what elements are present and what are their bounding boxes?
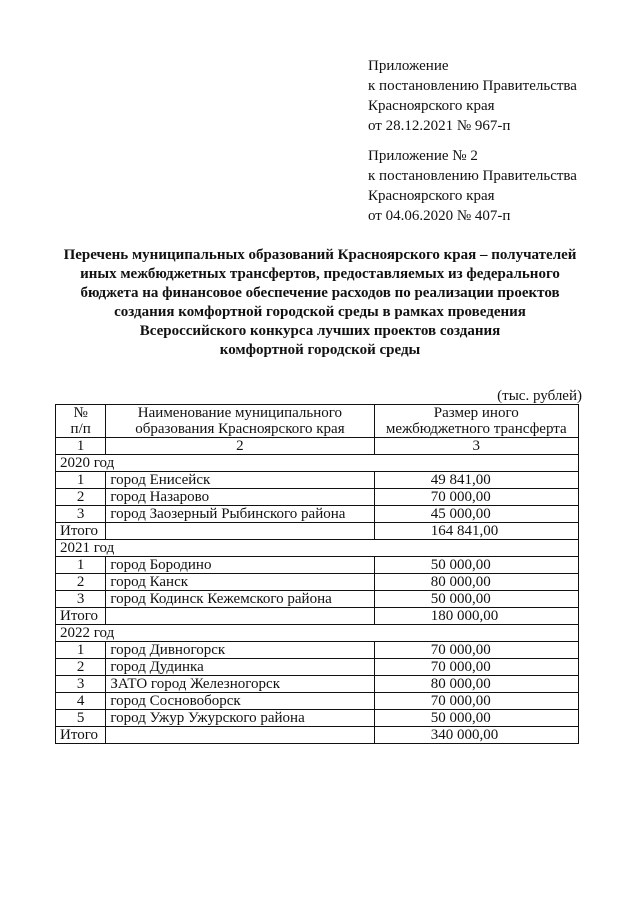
table-row — [56, 574, 579, 591]
amount-cell — [374, 574, 578, 591]
municipality-name: город Дудинка — [106, 659, 374, 676]
municipality-name: город Кодинск Кежемского района — [106, 591, 374, 608]
total-amount: 180 000,00 — [430, 608, 499, 624]
year-row — [56, 540, 579, 557]
total-empty — [106, 523, 374, 540]
amount-value: 80 000,00 — [430, 574, 491, 590]
amount-cell — [374, 557, 578, 574]
annex-line: от 04.06.2020 № 407-п — [368, 208, 511, 224]
header-amount-line1: Размер иного — [433, 405, 519, 421]
row-number: 3 — [56, 676, 106, 693]
municipality-name: город Ужур Ужурского района — [106, 710, 374, 727]
municipality-name: город Назарово — [106, 489, 374, 506]
year-label: 2020 год — [56, 455, 579, 472]
units-label: (тыс. рублей) — [497, 388, 582, 404]
annex-line: к постановлению Правительства — [368, 78, 577, 94]
column-number: 3 — [374, 438, 578, 455]
row-number: 3 — [56, 591, 106, 608]
year-row — [56, 455, 579, 472]
header-name — [106, 405, 374, 438]
amount-value: 70 000,00 — [430, 489, 491, 505]
table-row — [56, 676, 579, 693]
total-label: Итого — [56, 727, 106, 744]
total-empty — [106, 608, 374, 625]
amount-cell — [374, 472, 578, 489]
row-number: 2 — [56, 489, 106, 506]
row-number: 4 — [56, 693, 106, 710]
amount-cell — [374, 591, 578, 608]
column-number: 1 — [56, 438, 106, 455]
table-header-row — [56, 405, 579, 438]
amount-value: 70 000,00 — [430, 642, 491, 658]
amount-cell — [374, 506, 578, 523]
total-row — [56, 727, 579, 744]
row-number: 1 — [56, 642, 106, 659]
amount-cell — [374, 710, 578, 727]
column-number-row — [56, 438, 579, 455]
row-number: 3 — [56, 506, 106, 523]
amount-value: 49 841,00 — [430, 472, 491, 488]
annex-line: Красноярского края — [368, 98, 495, 114]
row-number: 1 — [56, 472, 106, 489]
municipality-name: город Бородино — [106, 557, 374, 574]
municipality-name: ЗАТО город Железногорск — [106, 676, 374, 693]
row-number: 2 — [56, 659, 106, 676]
header-amount — [374, 405, 578, 438]
header-amount-line2: межбюджетного трансферта — [385, 421, 567, 437]
municipality-name: город Дивногорск — [106, 642, 374, 659]
annex-original-header — [368, 146, 577, 226]
municipality-name: город Сосновоборск — [106, 693, 374, 710]
municipality-name: город Енисейск — [106, 472, 374, 489]
total-amount: 164 841,00 — [430, 523, 499, 539]
annex-line: Приложение № 2 — [368, 148, 478, 164]
table-row — [56, 710, 579, 727]
municipality-name: город Заозерный Рыбинского района — [106, 506, 374, 523]
table-row — [56, 659, 579, 676]
amount-value: 50 000,00 — [430, 557, 491, 573]
table-row — [56, 557, 579, 574]
header-name-line1: Наименование муниципального — [137, 405, 343, 421]
table-row — [56, 489, 579, 506]
row-number: 2 — [56, 574, 106, 591]
total-empty — [106, 727, 374, 744]
title-line: создания комфортной городской среды в рамках проведения — [114, 304, 526, 320]
amount-value: 50 000,00 — [430, 710, 491, 726]
title-line: бюджета на финансовое обеспечение расходов по реализации проектов — [80, 285, 560, 301]
total-amount-cell — [374, 523, 578, 540]
year-row — [56, 625, 579, 642]
recipients-table — [55, 404, 579, 744]
amount-value: 45 000,00 — [430, 506, 491, 522]
table-row — [56, 642, 579, 659]
amount-cell — [374, 642, 578, 659]
title-line: комфортной городской среды — [219, 342, 421, 358]
title-line: Перечень муниципальных образований Красноярского края – получателей — [63, 247, 577, 263]
annex-line: Приложение — [368, 58, 449, 74]
annex-line: к постановлению Правительства — [368, 168, 577, 184]
annex-line: Красноярского края — [368, 188, 495, 204]
amount-cell — [374, 659, 578, 676]
total-label: Итого — [56, 608, 106, 625]
total-row — [56, 523, 579, 540]
annex-current-header — [368, 56, 577, 136]
row-number: 5 — [56, 710, 106, 727]
title-line: иных межбюджетных трансфертов, предоставляемых из федерального — [80, 266, 560, 282]
municipality-name: город Канск — [106, 574, 374, 591]
total-amount-cell — [374, 608, 578, 625]
year-label: 2022 год — [56, 625, 579, 642]
amount-value: 80 000,00 — [430, 676, 491, 692]
total-amount-cell — [374, 727, 578, 744]
amount-value: 70 000,00 — [430, 659, 491, 675]
header-name-line2: образования Красноярского края — [135, 421, 345, 437]
year-label: 2021 год — [56, 540, 579, 557]
total-row — [56, 608, 579, 625]
amount-cell — [374, 676, 578, 693]
amount-value: 50 000,00 — [430, 591, 491, 607]
row-number: 1 — [56, 557, 106, 574]
total-label: Итого — [56, 523, 106, 540]
total-amount: 340 000,00 — [430, 727, 499, 743]
table-row — [56, 693, 579, 710]
document-title — [40, 246, 600, 360]
column-number: 2 — [106, 438, 374, 455]
table-row — [56, 591, 579, 608]
amount-cell — [374, 489, 578, 506]
title-line: Всероссийского конкурса лучших проектов создания — [139, 323, 501, 339]
header-num — [56, 405, 106, 438]
header-num-line1: № — [73, 405, 88, 421]
header-num-line2: п/п — [70, 421, 91, 437]
amount-cell — [374, 693, 578, 710]
table-row — [56, 506, 579, 523]
table-row — [56, 472, 579, 489]
annex-line: от 28.12.2021 № 967-п — [368, 118, 511, 134]
amount-value: 70 000,00 — [430, 693, 491, 709]
